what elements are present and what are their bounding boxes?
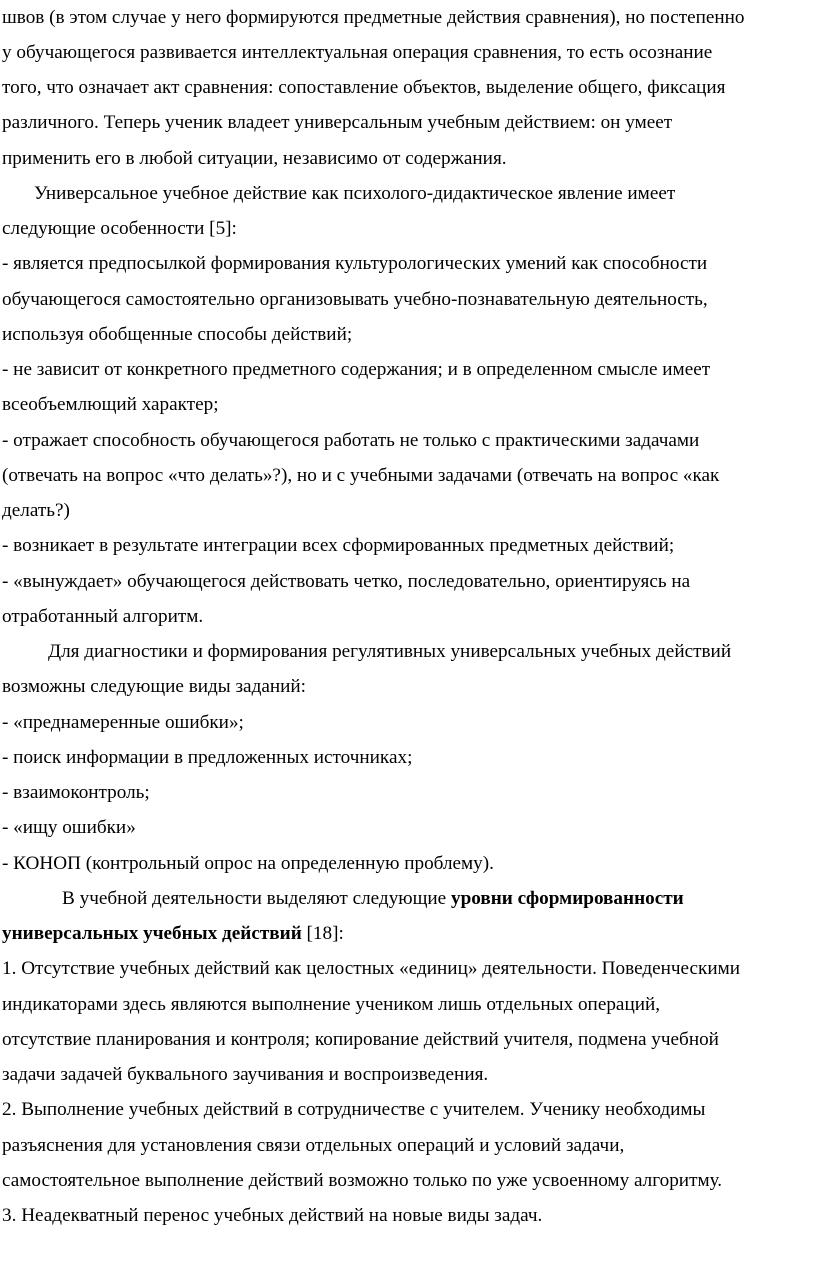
citation: [18]:	[301, 923, 344, 944]
list-item-line: - «преднамеренные ошибки»;	[2, 712, 244, 733]
numbered-item-line: 2. Выполнение учебных действий в сотрудничестве с учителем. Ученику необходимы	[2, 1099, 706, 1120]
text-line: задачи задачей буквального заучивания и воспроизведения.	[2, 1064, 489, 1085]
text-line: следующие особенности [5]:	[2, 218, 237, 239]
text-line: делать?)	[2, 500, 70, 521]
list-item-line: - КОНОП (контрольный опрос на определенную проблему).	[2, 853, 494, 874]
list-item-line: - не зависит от конкретного предметного содержания; и в определенном смысле имеет	[2, 359, 711, 380]
list-item-line: - «ищу ошибки»	[2, 817, 136, 838]
text-line: различного. Теперь ученик владеет универсальным учебным действием: он умеет	[2, 112, 673, 133]
text-line: отработанный алгоритм.	[2, 606, 204, 627]
numbered-item-line: 3. Неадекватный перенос учебных действий на новые виды задач.	[2, 1205, 543, 1226]
list-item-line: - поиск информации в предложенных источниках;	[2, 747, 413, 768]
text-line: самостоятельное выполнение действий возможно только по уже усвоенному алгоритму.	[2, 1170, 723, 1191]
text-line: возможны следующие виды заданий:	[2, 676, 306, 697]
text-line: обучающегося самостоятельно организовывать учебно-познавательную деятельность,	[2, 289, 708, 310]
numbered-item-line: 1. Отсутствие учебных действий как целостных «единиц» деятельности. Поведенческими	[2, 958, 741, 979]
paragraph-text: В учебной деятельности выделяют следующие	[62, 888, 451, 909]
text-line: индикаторами здесь являются выполнение учеником лишь отдельных операций,	[2, 994, 661, 1015]
bold-term: уровни сформированности	[450, 888, 684, 909]
text-line: того, что означает акт сравнения: сопоставление объектов, выделение общего, фиксация	[2, 77, 726, 98]
text-line: используя обобщенные способы действий;	[2, 324, 353, 345]
text-line: всеобъемлющий характер;	[2, 394, 219, 415]
text-line	[2, 916, 788, 952]
list-item-line: - «вынуждает» обучающегося действовать четко, последовательно, ориентируясь на	[2, 571, 691, 592]
paragraph-start-line	[62, 881, 788, 917]
text-line: применить его в любой ситуации, независимо от содержания.	[2, 148, 507, 169]
list-item-line: - возникает в результате интеграции всех сформированных предметных действий;	[2, 535, 675, 556]
paragraph-start-line: Универсальное учебное действие как психолого-дидактическое явление имеет	[34, 183, 676, 204]
text-line: швов (в этом случае у него формируются предметные действия сравнения), но постепенно	[2, 7, 745, 28]
bold-term: универсальных учебных действий	[2, 923, 302, 944]
paragraph-start-line: Для диагностики и формирования регулятивных универсальных учебных действий	[48, 641, 732, 662]
text-line: разъяснения для установления связи отдельных операций и условий задачи,	[2, 1135, 625, 1156]
text-line: (отвечать на вопрос «что делать»?), но и с учебными задачами (отвечать на вопрос «как	[2, 465, 720, 486]
list-item-line: - отражает способность обучающегося работать не только с практическими задачами	[2, 430, 700, 451]
text-line: у обучающегося развивается интеллектуальная операция сравнения, то есть осознание	[2, 42, 713, 63]
text-line: отсутствие планирования и контроля; копирование действий учителя, подмена учебной	[2, 1029, 719, 1050]
list-item-line: - взаимоконтроль;	[2, 782, 150, 803]
list-item-line: - является предпосылкой формирования культурологических умений как способности	[2, 253, 708, 274]
